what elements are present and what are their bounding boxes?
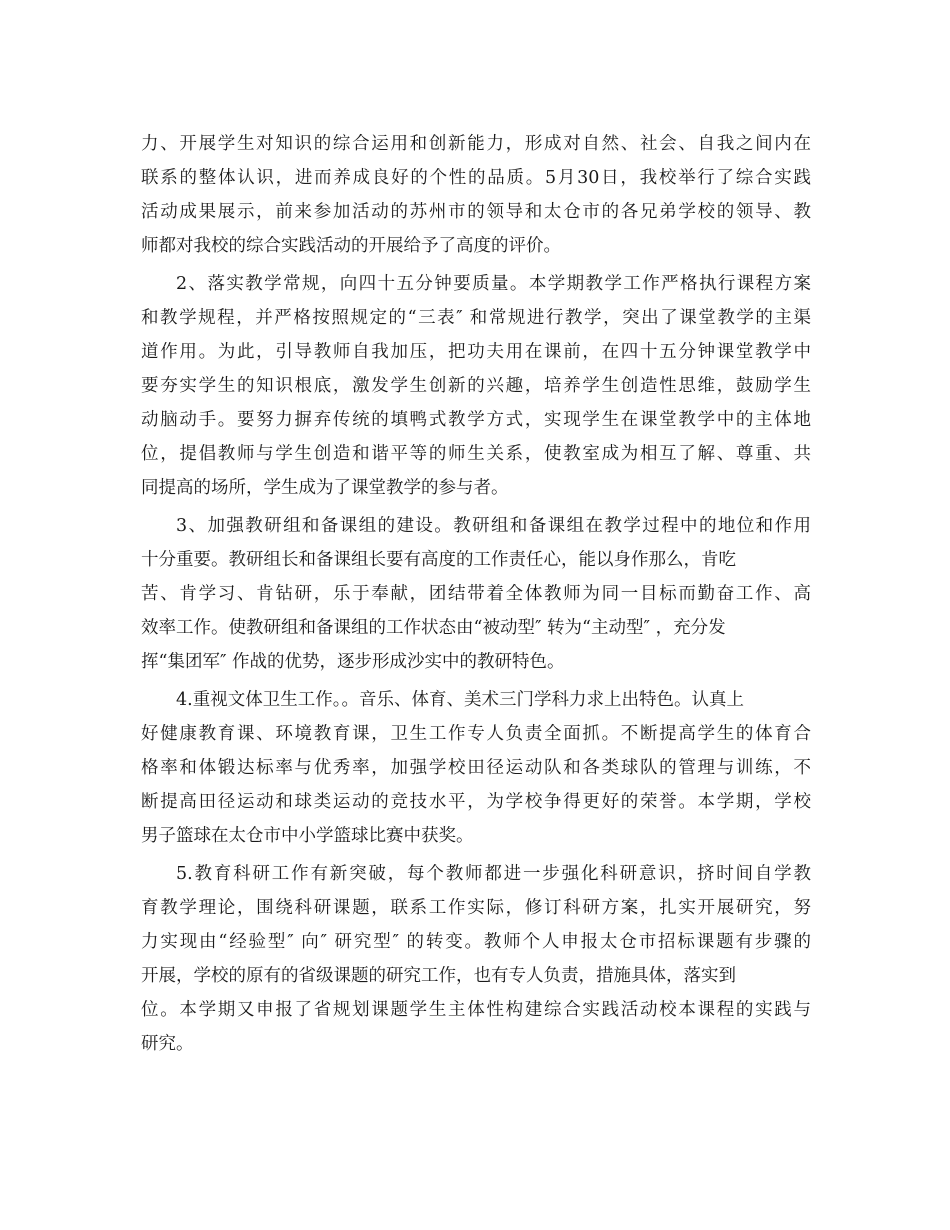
text-line: 男子篮球在太仓市中小学篮球比赛中获奖。: [141, 826, 474, 846]
text-line: 开展，学校的原有的省级课题的研究工作，也有专人负责，措施具体，落实到: [141, 966, 736, 986]
text-line: 同提高的场所，学生成为了课堂教学的参与者。: [141, 478, 509, 498]
text-line: 苦、肯学习、肯钻研，乐于奉献，团结带着全体教师为同一目标而勤奋工作、高: [141, 584, 811, 604]
text-line: 好健康教育课、环境教育课，卫生工作专人负责全面抓。不断提高学生的体育合: [141, 724, 811, 744]
document-body: [141, 127, 811, 1061]
paragraph-5: [141, 857, 811, 1061]
text-line: 力实现由“经验型″ 向″ 研究型″ 的转变。教师个人申报太仓市招标课题有步骤的: [141, 932, 811, 952]
text-line: 3、加强教研组和备课组的建设。教研组和备课组在教学过程中的地位和作用: [176, 516, 811, 536]
text-line: 挥“集团军″ 作战的优势，逐步形成沙实中的教研特色。: [141, 652, 565, 672]
text-line: 格率和体锻达标率与优秀率，加强学校田径运动队和各类球队的管理与训练，不: [141, 758, 811, 778]
paragraph-1: [141, 127, 811, 263]
text-line: 研究。: [141, 1034, 194, 1054]
text-line: 效率工作。使教研组和备课组的工作状态由“被动型″ 转为“主动型″ ，充分发: [141, 618, 726, 638]
text-line: 和教学规程，并严格按照规定的“三表″ 和常规进行教学，突出了课堂教学的主渠: [141, 308, 811, 328]
text-line: 位。本学期又申报了省规划课题学生主体性构建综合实践活动校本课程的实践与: [141, 1000, 811, 1020]
text-line: 2、落实教学常规，向四十五分钟要质量。本学期教学工作严格执行课程方案: [176, 274, 811, 294]
text-line: 育教学理论，围绕科研课题，联系工作实际，修订科研方案，扎实开展研究，努: [141, 898, 811, 918]
text-line: 位，提倡教师与学生创造和谐平等的师生关系，使教室成为相互了解、尊重、共: [141, 444, 811, 464]
text-line: 师都对我校的综合实践活动的开展给予了高度的评价。: [141, 236, 561, 256]
text-line: 力、开展学生对知识的综合运用和创新能力，形成对自然、社会、自我之间内在: [141, 134, 811, 154]
text-line: 道作用。为此，引导教师自我加压，把功夫用在课前，在四十五分钟课堂教学中: [141, 342, 811, 362]
paragraph-4: [141, 683, 811, 853]
text-line: 要夯实学生的知识根底，激发学生创新的兴趣，培养学生创造性思维，鼓励学生: [141, 376, 811, 396]
text-line: 5.教育科研工作有新突破，每个教师都进一步强化科研意识，挤时间自学教: [176, 864, 811, 884]
text-line: 十分重要。教研组长和备课组长要有高度的工作责任心，能以身作那么，肯吃: [141, 550, 736, 570]
text-line: 活动成果展示，前来参加活动的苏州市的领导和太仓市的各兄弟学校的领导、教: [141, 202, 811, 222]
text-line: 4.重视文体卫生工作。。音乐、体育、美术三门学科力求上出特色。认真上: [176, 690, 744, 710]
text-line: 动脑动手。要努力摒弃传统的填鸭式教学方式，实现学生在课堂教学中的主体地: [141, 410, 811, 430]
paragraph-3: [141, 509, 811, 679]
text-line: 断提高田径运动和球类运动的竞技水平，为学校争得更好的荣誉。本学期，学校: [141, 792, 811, 812]
text-line: 联系的整体认识，进而养成良好的个性的品质。5月30日，我校举行了综合实践: [141, 168, 811, 188]
paragraph-2: [141, 267, 811, 505]
